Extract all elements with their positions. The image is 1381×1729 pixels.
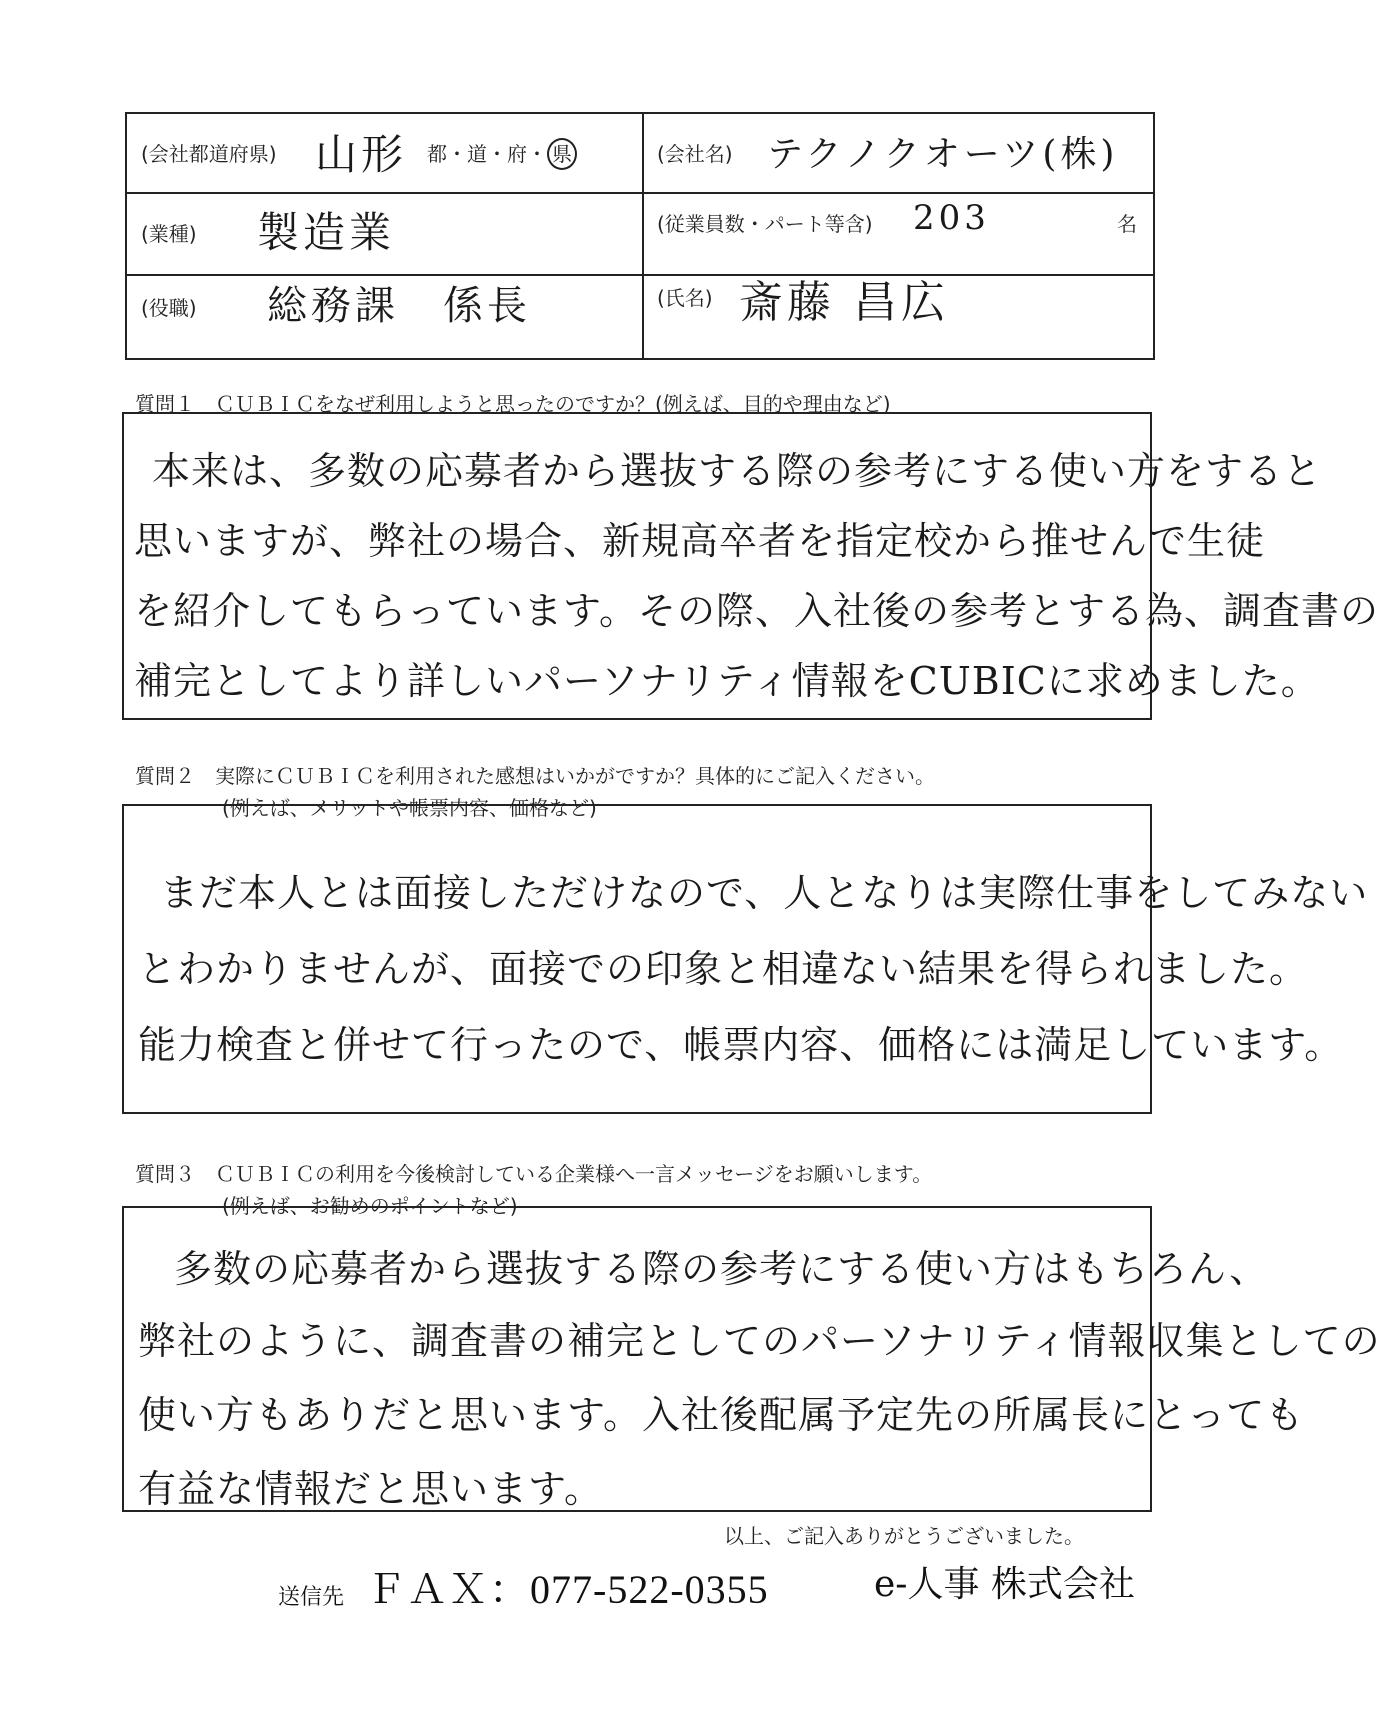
industry-value: 製造業	[257, 208, 396, 257]
fax-number: ＦＡＸ：077-522-0355	[366, 1567, 769, 1612]
question-1-title: 質問１ ＣＵＢＩＣをなぜ利用しようと思ったのですか？(例えば、目的や理由など)	[135, 392, 891, 416]
question-3-subtitle: (例えば、お勧めのポイントなど)	[222, 1194, 518, 1218]
answer-line: 本来は、多数の応募者から選抜する際の参考にする使い方をすると	[152, 449, 1323, 493]
answer-line: 多数の応募者から選抜する際の参考にする使い方はもちろん、	[174, 1247, 1269, 1291]
employees-unit: 名	[1117, 212, 1137, 236]
position-value: 総務課 係長	[267, 283, 531, 329]
question-2-title: 質問２ 実際にＣＵＢＩＣを利用された感想はいかがですか？具体的にご記入ください。	[135, 764, 935, 788]
question-3-title: 質問３ ＣＵＢＩＣの利用を今後検討している企業様へ一言メッセージをお願いします。	[135, 1162, 933, 1186]
prefecture-value: 山形	[315, 130, 408, 179]
question-1-answer-box	[122, 412, 1379, 720]
answer-line: とわかりませんが、面接での印象と相違ない結果を得られました。	[138, 947, 1309, 991]
answer-line: 使い方もありだと思います。入社後配属予定先の所属長にとっても	[138, 1393, 1305, 1437]
respondent-info-table	[125, 112, 1155, 360]
answer-line: まだ本人とは面接しただけなので、人となりは実際仕事をしてみない	[160, 871, 1369, 915]
answer-line: 思いますが、弊社の場合、新規高卒者を指定校から推せんで生徒	[134, 519, 1266, 563]
industry-label: (業種)	[141, 222, 197, 246]
position-label: (役職)	[141, 296, 197, 320]
company-name: e-人事 株式会社	[874, 1564, 1135, 1605]
question-2-subtitle: (例えば、メリットや帳票内容、価格など)	[222, 796, 597, 820]
table-divider	[127, 192, 1153, 194]
fax-label: 送信先	[278, 1585, 345, 1610]
answer-line: 有益な情報だと思います。	[138, 1467, 603, 1511]
company-value: テクノクオーツ(株)	[767, 134, 1119, 175]
question-3-answer-box	[122, 1206, 1381, 1512]
name-value: 斎藤 昌広	[739, 277, 949, 328]
answer-line: を紹介してもらっています。その際、入社後の参考とする為、調査書の	[134, 589, 1379, 633]
answer-line: 能力検査と併せて行ったので、帳票内容、価格には満足しています。	[138, 1023, 1344, 1067]
employees-value: 203	[913, 198, 990, 238]
employees-label: (従業員数・パート等含)	[657, 212, 873, 236]
name-label: (氏名)	[657, 286, 713, 310]
prefecture-type-prefix: 都・道・府・	[427, 142, 547, 166]
prefecture-type-selected: 県	[547, 138, 577, 170]
closing-message: 以上、ご記入ありがとうございました。	[724, 1524, 1084, 1548]
prefecture-type-options	[427, 138, 577, 170]
question-2-answer-box	[122, 804, 1369, 1114]
prefecture-label: (会社都道府県)	[141, 142, 277, 166]
company-label: (会社名)	[657, 142, 733, 166]
answer-line: 補完としてより詳しいパーソナリティ情報をCUBICに求めました。	[134, 659, 1320, 703]
table-divider	[642, 114, 644, 358]
answer-line: 弊社のように、調査書の補完としてのパーソナリティ情報収集としての	[138, 1319, 1381, 1363]
